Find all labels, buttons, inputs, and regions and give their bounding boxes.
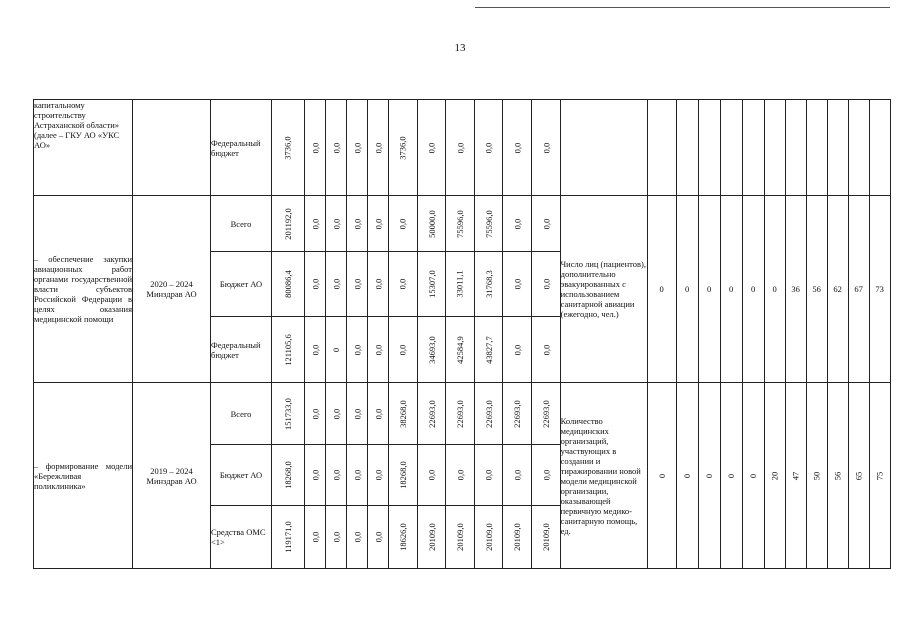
measure-cell: – формирование модели «Бережливая поликлиника»: [34, 383, 133, 569]
funding-value: 0,0: [309, 469, 320, 481]
funding-value: 0,0: [372, 408, 383, 419]
target-value: 0: [685, 284, 690, 294]
funding-value: 0,0: [351, 142, 362, 153]
funding-value: 80086,4: [282, 270, 293, 298]
funding-value-cell: [325, 506, 346, 569]
indicator-cell: Количество медицинских организаций, участвующих в создании и тиражировании новой модели медицинской организации, оказывающей первичную медико-санитарную помощь, ед.: [560, 383, 647, 569]
responsible-cell: [133, 100, 211, 196]
funding-value-cell: [388, 506, 417, 569]
target-value-cell: [827, 100, 848, 196]
funding-value-cell: [474, 317, 503, 383]
target-value-cell: [720, 196, 742, 383]
funding-value: 0,0: [512, 278, 523, 290]
funding-value: 38268,0: [397, 399, 408, 428]
funding-value: 0,0: [483, 469, 494, 481]
target-value-cell: [647, 100, 676, 196]
indicator-cell: Число лиц (пациентов), дополнительно эвакуированных с использованием санитарной авиации (ежегодно, чел.): [560, 196, 647, 383]
funding-value: 0,0: [540, 142, 551, 153]
funding-value-cell: [346, 196, 367, 252]
funding-value-cell: [325, 252, 346, 317]
funding-value: 0,0: [351, 218, 362, 229]
funding-value: 20109,0: [483, 523, 494, 551]
source-cell: [211, 317, 272, 383]
funding-value-cell: [272, 100, 305, 196]
funding-value: 0,0: [330, 142, 341, 153]
funding-value-cell: [532, 506, 561, 569]
source-label: Всего: [230, 408, 252, 419]
target-value: 0: [726, 473, 737, 478]
source-cell: [211, 445, 272, 506]
funding-value-cell: [417, 196, 446, 252]
funding-value-cell: [304, 196, 325, 252]
funding-value: 0,0: [330, 278, 341, 290]
funding-value: 0,0: [372, 531, 383, 543]
funding-value: 151733,0: [282, 397, 293, 430]
target-value-cell: [742, 196, 764, 383]
funding-value: 3736,0: [397, 135, 408, 160]
funding-value: 0,0: [351, 408, 362, 419]
funding-value: 42584,9: [454, 335, 465, 364]
funding-value-cell: [325, 196, 346, 252]
funding-value-cell: [446, 383, 475, 445]
funding-value-cell: [304, 445, 325, 506]
source-cell: [211, 100, 272, 196]
measure-cell: – обеспечение закупки авиационных работ органами государственной власти субъектов Российской Федерации в целях оказания медицинской помощи: [34, 196, 133, 383]
target-value-cell: [785, 100, 806, 196]
funding-value-cell: [417, 445, 446, 506]
funding-value: 0,0: [330, 531, 341, 543]
target-value-cell: [869, 383, 890, 569]
funding-value-cell: [304, 252, 325, 317]
funding-value-cell: [325, 445, 346, 506]
funding-value-cell: [532, 252, 561, 317]
funding-value-cell: [367, 383, 388, 445]
funding-value: 0,0: [512, 344, 523, 355]
funding-value: 22693,0: [540, 399, 551, 428]
funding-value-cell: [367, 445, 388, 506]
target-value: 75: [874, 471, 885, 480]
funding-value: 0,0: [540, 218, 551, 229]
funding-value: 0,0: [309, 142, 320, 153]
funding-value-cell: [272, 317, 305, 383]
funding-value: 31768,3: [483, 270, 494, 298]
funding-value: 0,0: [330, 469, 341, 481]
funding-value: 0,0: [540, 278, 551, 290]
funding-value-cell: [446, 445, 475, 506]
target-value: 0: [704, 473, 715, 478]
funding-value-cell: [446, 196, 475, 252]
target-value-cell: [827, 196, 848, 383]
target-value: 0: [656, 473, 667, 478]
measure-cell: капитальному строительству Астраханской области» (далее – ГКУ АО «УКС АО»: [34, 100, 133, 196]
funding-value: 22693,0: [512, 399, 523, 428]
source-label: Федеральный бюджет: [211, 137, 261, 158]
funding-value: 75596,0: [483, 209, 494, 238]
funding-value: 20109,0: [426, 523, 437, 551]
funding-value-cell: [474, 196, 503, 252]
funding-value: 0,0: [540, 469, 551, 481]
funding-value-cell: [417, 100, 446, 196]
funding-value: 22693,0: [483, 399, 494, 428]
funding-value-cell: [503, 100, 532, 196]
funding-value-cell: [388, 317, 417, 383]
funding-value-cell: [346, 317, 367, 383]
source-label: Федеральный бюджет: [211, 339, 261, 360]
funding-value-cell: [304, 506, 325, 569]
funding-value: 20109,0: [540, 523, 551, 551]
funding-value-cell: [417, 506, 446, 569]
funding-value-cell: [325, 383, 346, 445]
funding-value-cell: [417, 252, 446, 317]
target-value-cell: [764, 196, 785, 383]
funding-value-cell: [388, 196, 417, 252]
source-cell: [211, 506, 272, 569]
target-value: 0: [729, 284, 734, 294]
funding-value: 0,0: [372, 218, 383, 229]
target-value-cell: [764, 383, 785, 569]
funding-value-cell: [304, 100, 325, 196]
target-value-cell: [806, 383, 827, 569]
target-value-cell: [676, 196, 698, 383]
funding-value: 0,0: [351, 344, 362, 355]
funding-value-cell: [503, 383, 532, 445]
table-row: [34, 100, 891, 196]
funding-value-cell: [417, 317, 446, 383]
funding-value: 3736,0: [282, 135, 293, 160]
funding-value-cell: [446, 252, 475, 317]
funding-value: 43827,7: [483, 335, 494, 364]
target-value-cell: [742, 100, 764, 196]
target-value: 47: [790, 471, 801, 480]
funding-value: 15307,0: [426, 270, 437, 298]
target-value: 62: [833, 284, 842, 294]
target-value: 56: [832, 471, 843, 480]
funding-value: 0,0: [454, 469, 465, 481]
funding-value: 0,0: [309, 344, 320, 355]
funding-value-cell: [388, 383, 417, 445]
funding-value-cell: [346, 252, 367, 317]
funding-value: 0,0: [512, 469, 523, 481]
funding-value-cell: [304, 383, 325, 445]
target-value-cell: [647, 383, 676, 569]
funding-value-cell: [367, 506, 388, 569]
funding-value: 18268,0: [282, 461, 293, 489]
funding-value-cell: [532, 196, 561, 252]
funding-value: 0,0: [512, 218, 523, 229]
table-row: [34, 383, 891, 445]
funding-value: 20109,0: [512, 523, 523, 551]
funding-value-cell: [474, 383, 503, 445]
funding-value-cell: [346, 445, 367, 506]
target-value-cell: [764, 100, 785, 196]
target-value: 0: [772, 284, 777, 294]
funding-value-cell: [503, 317, 532, 383]
funding-value-cell: [474, 506, 503, 569]
indicator-cell: [560, 100, 647, 196]
funding-value-cell: [474, 445, 503, 506]
target-value-cell: [720, 100, 742, 196]
funding-value: 0,0: [351, 278, 362, 290]
funding-value: 0,0: [540, 344, 551, 355]
funding-value-cell: [446, 506, 475, 569]
funding-value-cell: [272, 445, 305, 506]
table-row: [34, 196, 891, 252]
target-value-cell: [848, 196, 869, 383]
target-value: 0: [748, 473, 759, 478]
source-label: Бюджет АО: [219, 470, 263, 480]
funding-value-cell: [325, 100, 346, 196]
target-value-cell: [676, 100, 698, 196]
funding-value: 20109,0: [454, 523, 465, 551]
target-value: 65: [853, 471, 864, 480]
target-value: 20: [769, 471, 780, 480]
funding-value: 18268,0: [397, 461, 408, 489]
target-value-cell: [698, 196, 720, 383]
funding-value-cell: [367, 196, 388, 252]
funding-value: 0,0: [372, 344, 383, 355]
target-value-cell: [869, 100, 890, 196]
funding-value: 0,0: [330, 218, 341, 229]
funding-value: 0,0: [397, 344, 408, 355]
target-value: 0: [682, 473, 693, 478]
funding-value: 22693,0: [454, 399, 465, 428]
funding-value-cell: [503, 445, 532, 506]
funding-value-cell: [346, 100, 367, 196]
funding-value-cell: [446, 317, 475, 383]
responsible-cell: 2019 – 2024 Минздрав АО: [133, 383, 211, 569]
source-cell: [211, 252, 272, 317]
funding-value-cell: [388, 252, 417, 317]
funding-value-cell: [532, 317, 561, 383]
funding-value: 0,0: [309, 531, 320, 543]
source-cell: [211, 196, 272, 252]
funding-value: 0,0: [372, 469, 383, 481]
program-table: [33, 99, 891, 569]
target-value-cell: [742, 383, 764, 569]
funding-value-cell: [532, 383, 561, 445]
funding-value: 0,0: [483, 142, 494, 153]
responsible-cell: 2020 – 2024 Минздрав АО: [133, 196, 211, 383]
funding-value: 50000,0: [426, 209, 437, 238]
funding-value-cell: [532, 100, 561, 196]
funding-value-cell: [367, 252, 388, 317]
funding-value: 0,0: [309, 218, 320, 229]
funding-value: 0,0: [309, 408, 320, 419]
target-value-cell: [848, 100, 869, 196]
funding-value-cell: [388, 100, 417, 196]
funding-value: 0,0: [372, 142, 383, 153]
header-rule: [475, 7, 890, 8]
target-value-cell: [785, 383, 806, 569]
funding-value: 0,0: [351, 469, 362, 481]
funding-value-cell: [503, 196, 532, 252]
funding-value-cell: [272, 196, 305, 252]
funding-value: 0,0: [512, 142, 523, 153]
target-value-cell: [720, 383, 742, 569]
source-label: Всего: [230, 218, 252, 229]
target-value-cell: [827, 383, 848, 569]
source-cell: [211, 383, 272, 445]
funding-value-cell: [272, 252, 305, 317]
funding-value-cell: [367, 317, 388, 383]
page-number: 13: [454, 42, 466, 54]
funding-value: 121105,6: [282, 333, 293, 366]
funding-value-cell: [367, 100, 388, 196]
target-value-cell: [698, 100, 720, 196]
target-value-cell: [676, 383, 698, 569]
source-label: Бюджет АО: [219, 279, 263, 289]
target-value-cell: [806, 196, 827, 383]
funding-value: 0,0: [397, 218, 408, 229]
funding-value: 0,0: [309, 278, 320, 290]
target-value: 0: [707, 284, 712, 294]
target-value-cell: [848, 383, 869, 569]
target-value-cell: [806, 100, 827, 196]
funding-value-cell: [272, 506, 305, 569]
funding-value-cell: [503, 252, 532, 317]
funding-value: 33011,1: [454, 270, 465, 298]
funding-value-cell: [532, 445, 561, 506]
funding-value-cell: [388, 445, 417, 506]
funding-value: 0,0: [372, 278, 383, 290]
funding-value: 75596,0: [454, 209, 465, 238]
target-value-cell: [869, 196, 890, 383]
funding-value-cell: [474, 100, 503, 196]
funding-value-cell: [474, 252, 503, 317]
funding-value: 0,0: [454, 142, 465, 153]
funding-value: 0,0: [397, 278, 408, 290]
funding-value: 0,0: [351, 531, 362, 543]
funding-value: 22693,0: [426, 399, 437, 428]
target-value: 36: [791, 284, 800, 294]
funding-value: 0: [330, 347, 341, 352]
funding-value-cell: [346, 506, 367, 569]
source-label: Средства ОМС <1>: [211, 527, 266, 547]
funding-value-cell: [325, 317, 346, 383]
funding-value: 201192,0: [282, 207, 293, 240]
target-value: 56: [812, 284, 821, 294]
target-value-cell: [647, 196, 676, 383]
funding-value-cell: [503, 506, 532, 569]
funding-value: 0,0: [330, 408, 341, 419]
funding-value-cell: [446, 100, 475, 196]
target-value: 0: [659, 284, 664, 294]
target-value: 67: [854, 284, 863, 294]
target-value: 50: [811, 471, 822, 480]
funding-value: 119171,0: [282, 521, 293, 553]
funding-value-cell: [346, 383, 367, 445]
funding-value-cell: [417, 383, 446, 445]
funding-value: 0,0: [426, 469, 437, 481]
target-value: 73: [875, 284, 884, 294]
target-value: 0: [751, 284, 756, 294]
target-value-cell: [698, 383, 720, 569]
funding-value: 34693,0: [426, 335, 437, 364]
funding-value: 0,0: [426, 142, 437, 153]
funding-value-cell: [304, 317, 325, 383]
funding-value-cell: [272, 383, 305, 445]
target-value-cell: [785, 196, 806, 383]
funding-value: 18626,0: [397, 523, 408, 551]
